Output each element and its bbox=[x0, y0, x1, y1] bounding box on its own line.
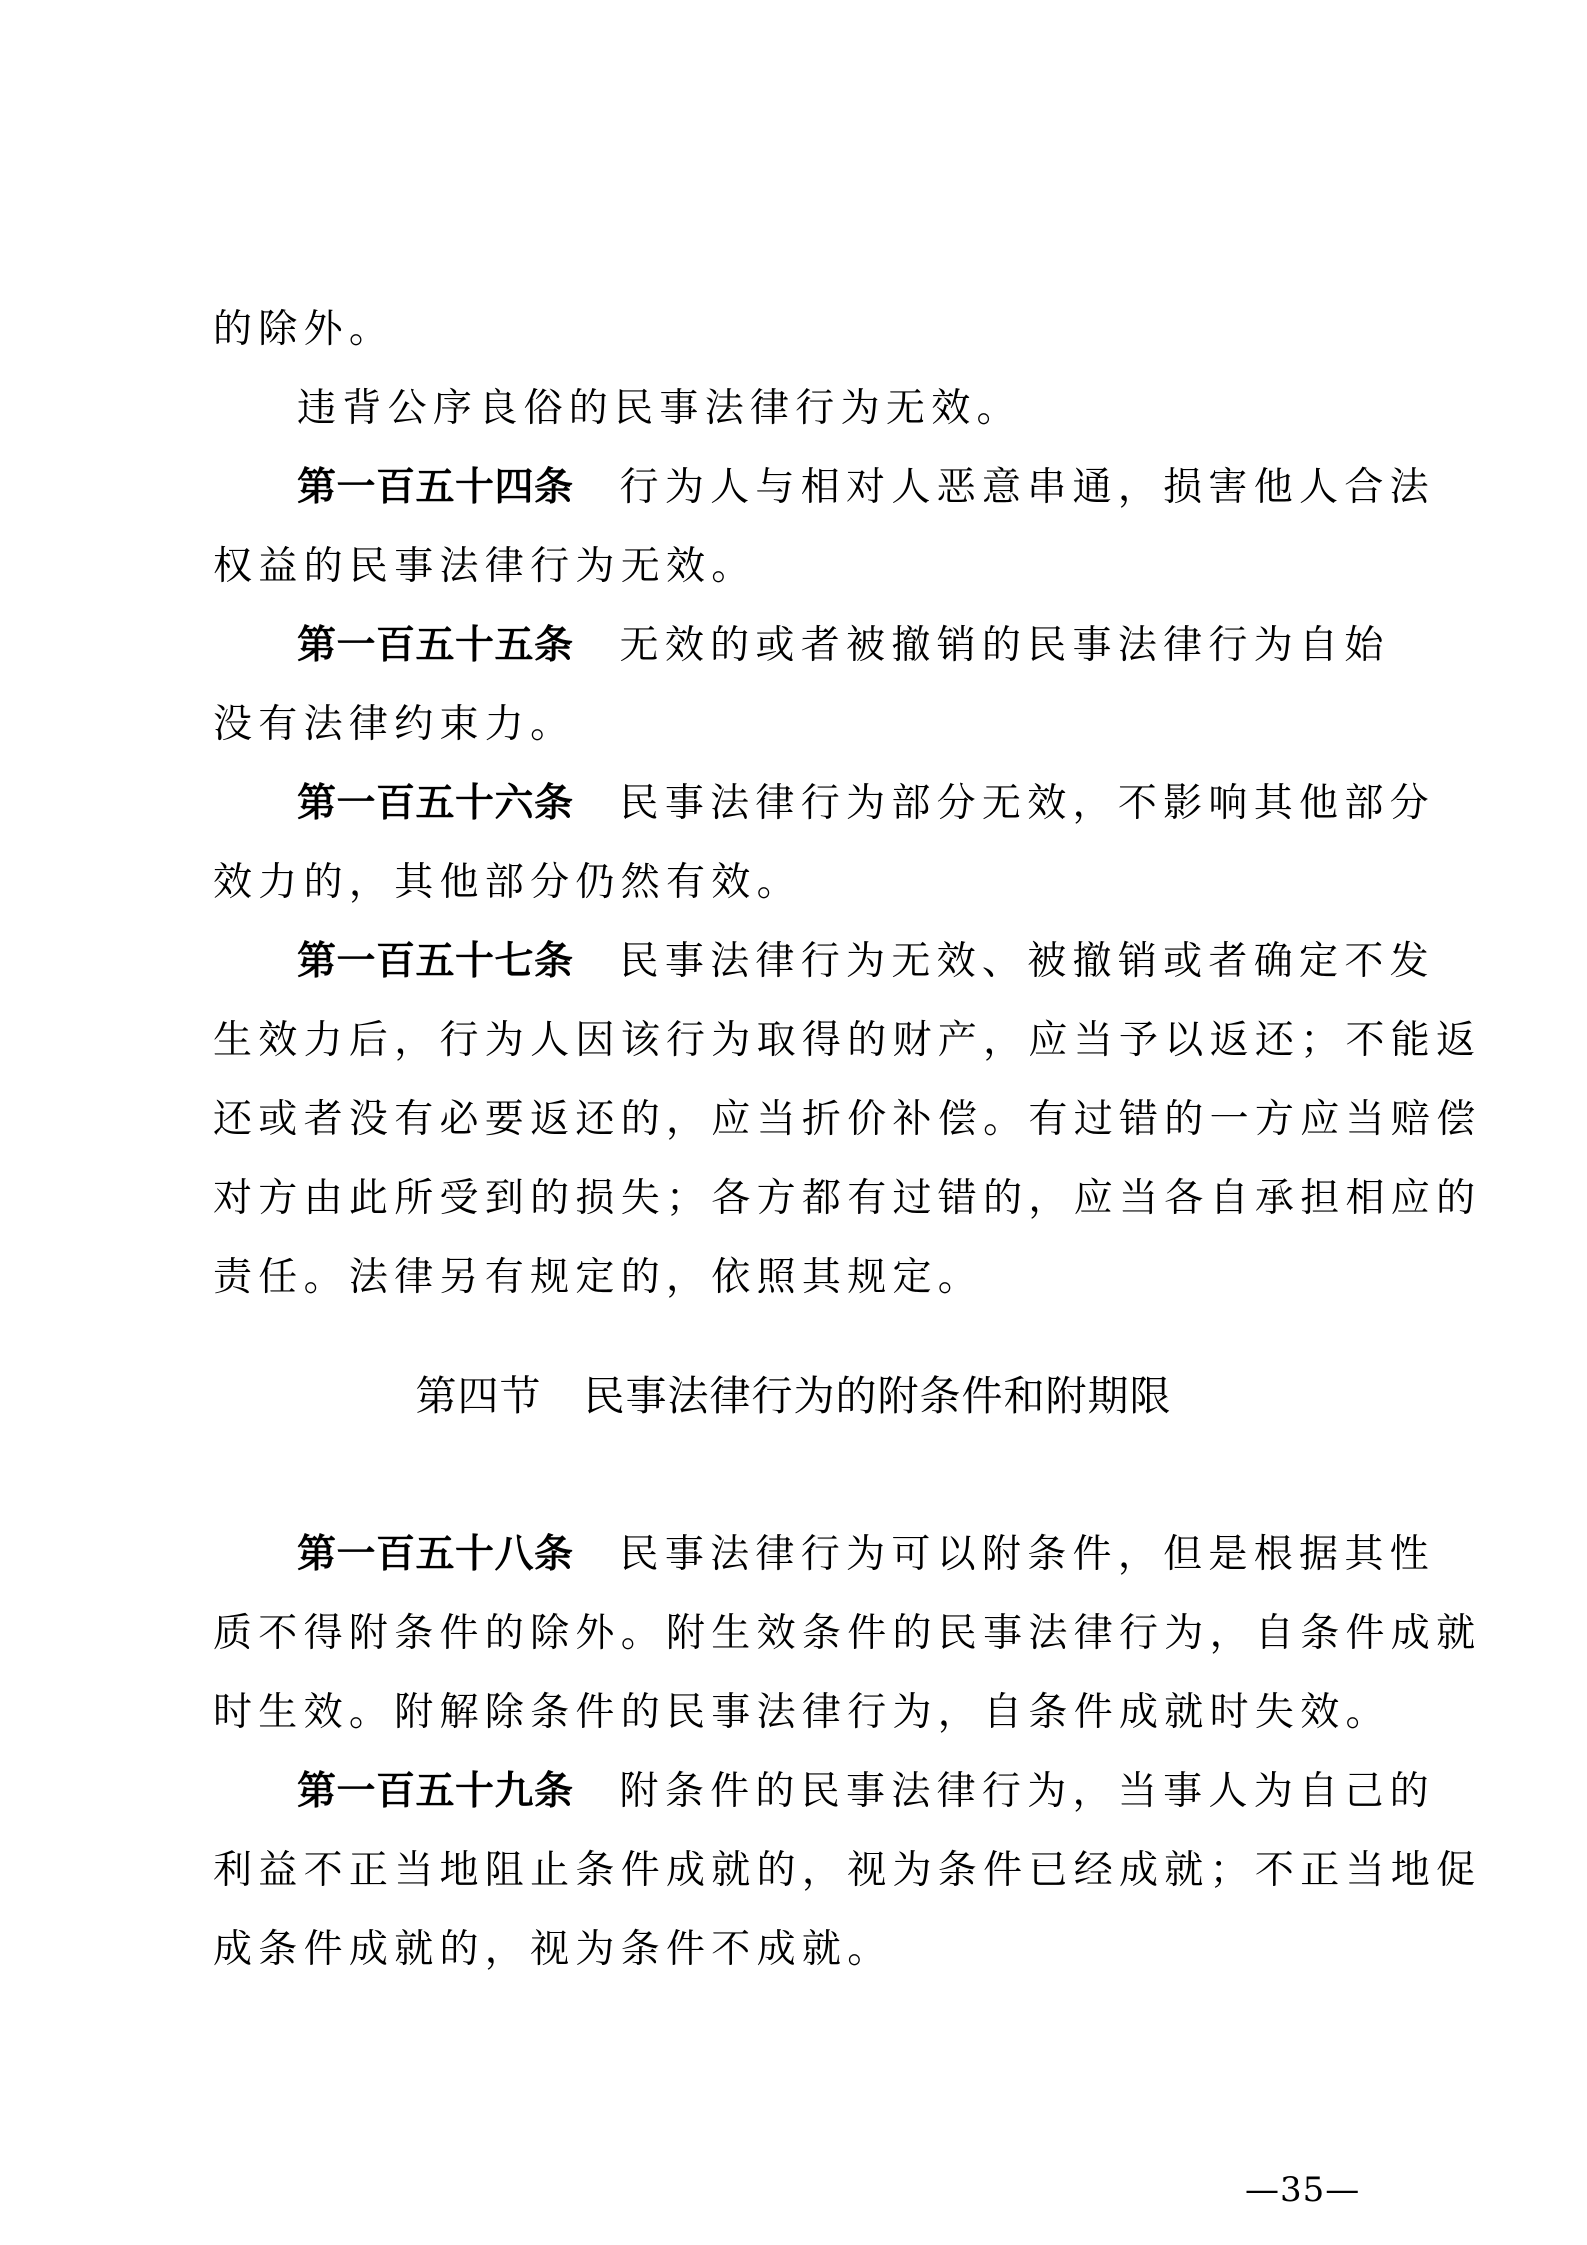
article-number: 第一百五十五条 bbox=[297, 623, 574, 668]
text-span: 利益不正当地阻止条件成就的，视为条件已经成就；不正当地促 bbox=[213, 1848, 1482, 1893]
text-line bbox=[213, 1673, 1395, 1752]
text-line bbox=[213, 1001, 1482, 1080]
article-155-first-line bbox=[213, 606, 1395, 685]
text-span: 民事法律行为部分无效，不影响其他部分 bbox=[619, 781, 1435, 826]
text-line bbox=[213, 290, 1395, 369]
text-span: 无效的或者被撤销的民事法律行为自始 bbox=[619, 623, 1390, 668]
text-line bbox=[213, 843, 1395, 922]
text-span: 时生效。附解除条件的民事法律行为，自条件成就时失效。 bbox=[213, 1690, 1391, 1735]
text-span: 成条件成就的，视为条件不成就。 bbox=[213, 1927, 893, 1972]
page-number: —35— bbox=[1245, 2170, 1361, 2210]
text-span: 民事法律行为无效、被撤销或者确定不发 bbox=[619, 939, 1435, 984]
text-line bbox=[213, 1080, 1482, 1159]
section-title: 民事法律行为的附条件和附期限 bbox=[583, 1372, 1172, 1420]
text-span: 的除外。 bbox=[213, 307, 395, 352]
text-line bbox=[213, 1831, 1482, 1910]
section-number: 第四节 bbox=[415, 1372, 542, 1420]
text-span: 违背公序良俗的民事法律行为无效。 bbox=[297, 386, 1022, 431]
body-text-upper bbox=[213, 290, 1482, 1317]
text-span: 行为人与相对人恶意串通，损害他人合法 bbox=[619, 465, 1435, 510]
text-span: 附条件的民事法律行为，当事人为自己的 bbox=[619, 1769, 1435, 1814]
article-number: 第一百五十八条 bbox=[297, 1532, 574, 1577]
text-span: 还或者没有必要返还的，应当折价补偿。有过错的一方应当赔偿 bbox=[213, 1097, 1482, 1142]
text-span: 生效力后，行为人因该行为取得的财产，应当予以返还；不能返 bbox=[213, 1018, 1482, 1063]
text-span: 责任。法律另有规定的，依照其规定。 bbox=[213, 1255, 984, 1300]
article-159-first-line bbox=[213, 1752, 1435, 1831]
text-line bbox=[213, 1159, 1482, 1238]
article-number: 第一百五十六条 bbox=[297, 781, 574, 826]
text-span: 效力的，其他部分仍然有效。 bbox=[213, 860, 802, 905]
text-line bbox=[213, 1238, 1395, 1317]
text-line bbox=[213, 685, 1395, 764]
article-158-first-line bbox=[213, 1515, 1435, 1594]
text-line bbox=[213, 527, 1395, 606]
section-heading bbox=[0, 1366, 1587, 1426]
text-line bbox=[213, 1594, 1482, 1673]
article-156-first-line bbox=[213, 764, 1435, 843]
text-line bbox=[213, 369, 1395, 448]
article-154-first-line bbox=[213, 448, 1435, 527]
text-span: 对方由此所受到的损失；各方都有过错的，应当各自承担相应的 bbox=[213, 1176, 1482, 1221]
article-number: 第一百五十七条 bbox=[297, 939, 574, 984]
body-text-lower bbox=[213, 1515, 1482, 1989]
article-number: 第一百五十九条 bbox=[297, 1769, 574, 1814]
article-157-first-line bbox=[213, 922, 1435, 1001]
text-span: 质不得附条件的除外。附生效条件的民事法律行为，自条件成就 bbox=[213, 1611, 1482, 1656]
text-span: 没有法律约束力。 bbox=[213, 702, 576, 747]
article-number: 第一百五十四条 bbox=[297, 465, 574, 510]
text-line bbox=[213, 1910, 1395, 1989]
text-span: 权益的民事法律行为无效。 bbox=[213, 544, 757, 589]
text-span: 民事法律行为可以附条件，但是根据其性 bbox=[619, 1532, 1435, 1577]
